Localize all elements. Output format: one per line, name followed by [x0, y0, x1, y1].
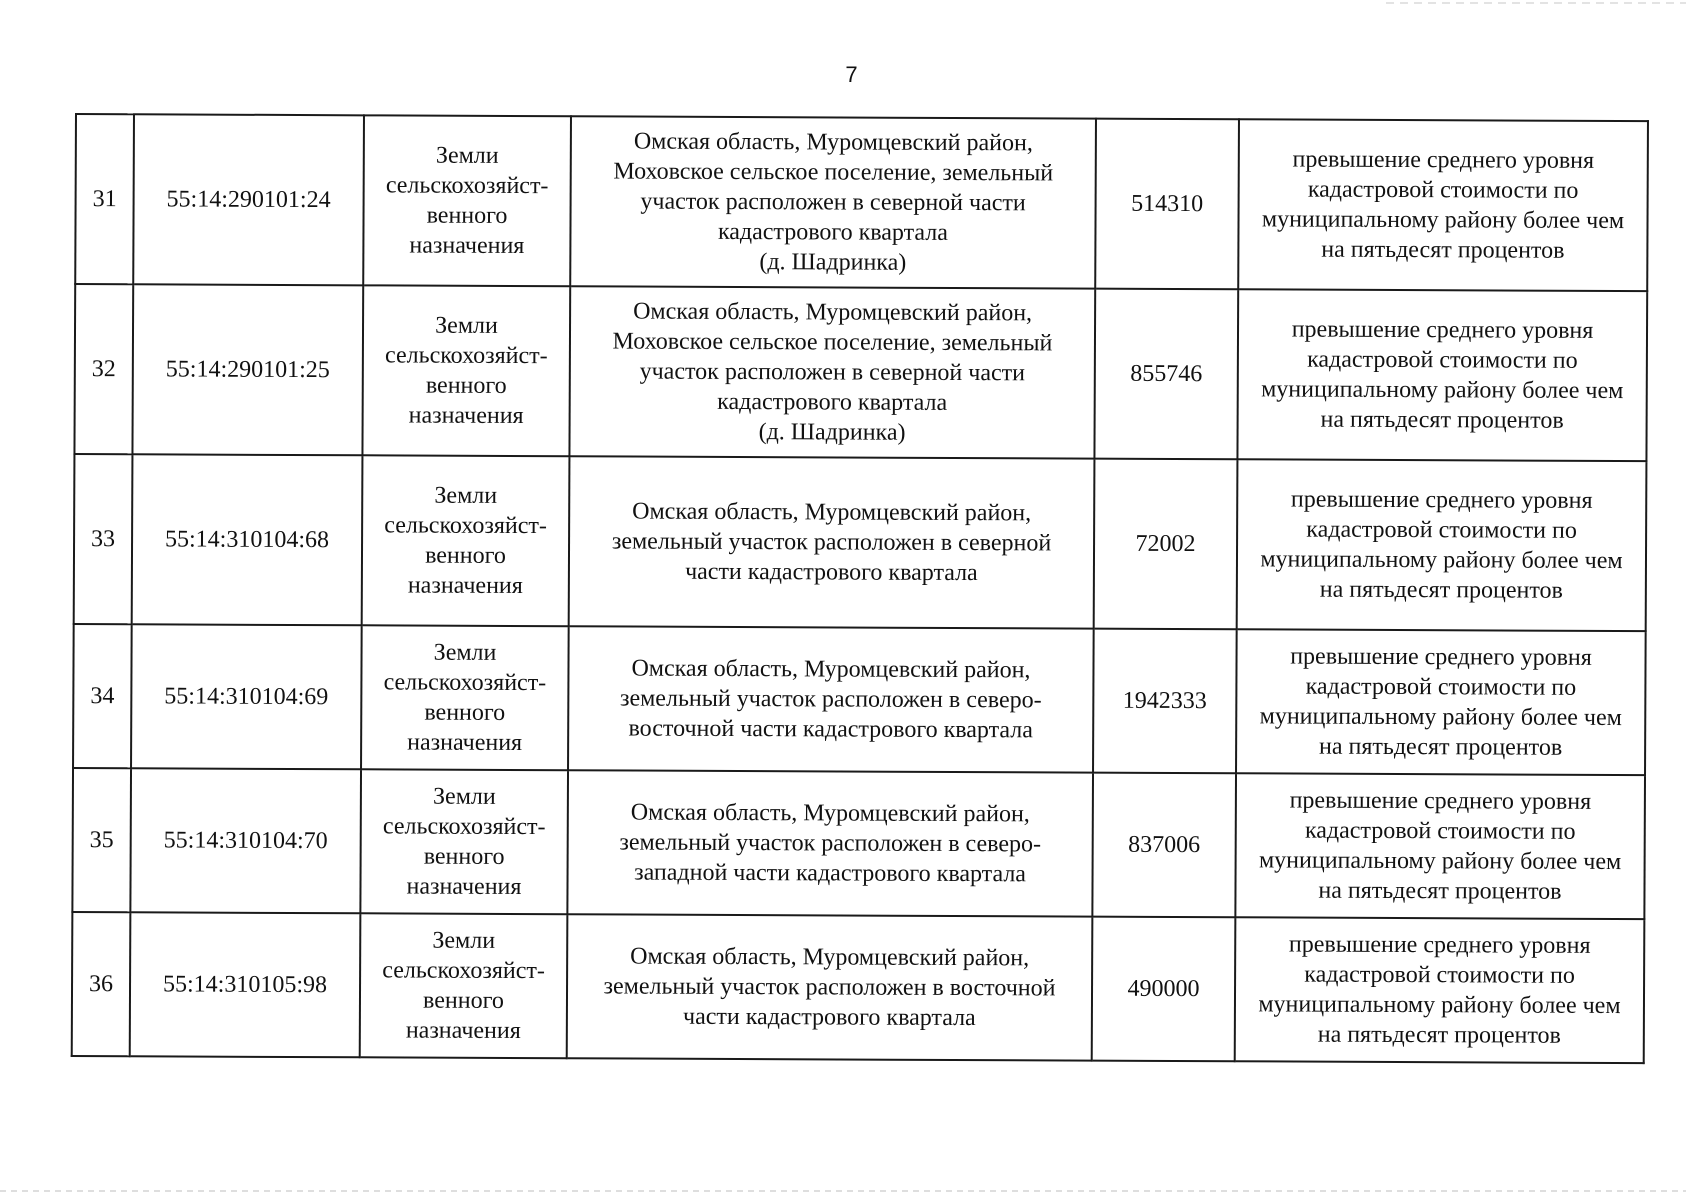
reason-cell-line: превышение среднего уровня [1288, 931, 1591, 959]
land-category-cell-line: сельскохозяйст- [384, 512, 547, 540]
reason-cell-line: муниципальному району более чем [1259, 703, 1622, 732]
address-cell [568, 626, 1094, 772]
land-category-cell-line: сельскохозяйст- [382, 813, 546, 841]
address-cell-line: земельный участок расположен в восточной [603, 973, 1056, 1002]
reason-cell [1237, 459, 1647, 631]
reason-cell-line: на пятьдесят процентов [1318, 877, 1562, 905]
table-row [73, 624, 1646, 775]
reason-cell-line: кадастровой стоимости по [1307, 176, 1579, 204]
row-number-cell: 33 [74, 454, 133, 624]
land-category-cell-line: сельскохозяйст- [385, 172, 549, 200]
land-category-cell-line: назначения [406, 873, 522, 901]
row-number-cell: 31 [75, 114, 134, 284]
address-cell-line: Омская область, Муромцевский район, [633, 128, 1033, 157]
row-number-cell: 35 [72, 768, 131, 912]
land-category-cell-line: Земли [435, 312, 498, 339]
cadastral-value-cell: 1942333 [1093, 629, 1237, 774]
address-cell-line: Омская область, Муромцевский район, [632, 498, 1032, 527]
row-number-cell: 32 [74, 284, 133, 454]
reason-cell-line: муниципальному району более чем [1261, 206, 1625, 235]
land-category-cell-line: венного [425, 372, 507, 399]
address-cell [569, 456, 1095, 628]
reason-cell [1235, 917, 1645, 1063]
row-number-cell: 34 [73, 624, 132, 768]
cadastral-value-cell: 514310 [1095, 119, 1239, 290]
address-cell-line: (д. Шадринка) [759, 249, 907, 276]
land-plots-table [71, 113, 1649, 1064]
land-category-cell-line: Земли [433, 639, 497, 666]
land-category-cell-line: назначения [405, 1017, 521, 1045]
land-category-cell-line: сельскохозяйст- [383, 669, 547, 697]
cadastral-number-cell: 55:14:310104:69 [131, 624, 362, 769]
land-category-cell-line: венного [425, 542, 506, 569]
land-category-cell-line: венного [426, 202, 508, 229]
address-cell-line: Омская область, Муромцевский район, [630, 799, 1030, 828]
address-cell-line: восточной части кадастрового квартала [628, 715, 1033, 744]
cadastral-number-cell: 55:14:310104:70 [130, 768, 361, 913]
reason-cell-line: кадастровой стоимости по [1304, 817, 1576, 845]
reason-cell-line: кадастровой стоимости по [1304, 961, 1575, 989]
cadastral-number-cell: 55:14:310105:98 [130, 912, 361, 1057]
reason-cell [1237, 289, 1647, 461]
land-category-cell [362, 455, 570, 626]
reason-cell-line: муниципальному району более чем [1258, 847, 1622, 876]
reason-cell-line: превышение среднего уровня [1290, 486, 1593, 514]
reason-cell-line: кадастровой стоимости по [1305, 673, 1577, 701]
land-category-cell-line: сельскохозяйст- [382, 957, 545, 985]
scan-edge-artifact [1386, 2, 1686, 4]
page-number: 7 [845, 62, 858, 87]
reason-cell-line: превышение среднего уровня [1290, 643, 1592, 671]
reason-cell-line: кадастровой стоимости по [1307, 346, 1578, 374]
cadastral-value-cell: 72002 [1094, 459, 1238, 630]
table-row [75, 114, 1648, 291]
address-cell-line: земельный участок расположен в северо- [619, 685, 1042, 714]
table-row [74, 284, 1647, 461]
reason-cell [1238, 119, 1648, 291]
land-category-cell [363, 115, 571, 286]
land-category-cell [360, 769, 568, 914]
table-body [72, 114, 1648, 1063]
land-category-cell-line: назначения [407, 572, 523, 600]
cadastral-number-cell: 55:14:290101:24 [133, 114, 364, 285]
address-cell-line: (д. Шадринка) [758, 419, 906, 446]
land-category-cell-line: венного [423, 987, 504, 1014]
land-category-cell-line: Земли [435, 142, 499, 169]
address-cell-line: Омская область, Муромцевский район, [631, 655, 1031, 684]
address-cell [567, 770, 1093, 916]
reason-cell [1236, 629, 1646, 775]
address-cell-line: участок расположен в северной части [640, 188, 1026, 217]
land-category-cell-line: сельскохозяйст- [385, 342, 548, 370]
land-category-cell [360, 913, 568, 1058]
address-cell-line: участок расположен в северной части [639, 358, 1026, 387]
address-cell-line: земельный участок расположен в северо- [619, 829, 1042, 858]
reason-cell [1235, 773, 1645, 919]
reason-cell-line: муниципальному району более чем [1258, 991, 1621, 1020]
cadastral-value-cell: 855746 [1094, 289, 1238, 460]
reason-cell-line: превышение среднего уровня [1292, 146, 1595, 174]
reason-cell-line: превышение среднего уровня [1291, 316, 1594, 344]
reason-cell-line: муниципальному району более чем [1260, 546, 1623, 575]
reason-cell-line: на пятьдесят процентов [1317, 1021, 1561, 1049]
address-cell-line: Омская область, Муромцевский район, [633, 298, 1033, 327]
land-category-cell-line: венного [424, 699, 506, 726]
address-cell [570, 116, 1096, 288]
cadastral-value-cell: 490000 [1092, 917, 1236, 1062]
scan-edge-artifact [0, 1190, 1686, 1192]
table-row [72, 768, 1645, 919]
reason-cell-line: кадастровой стоимости по [1306, 516, 1577, 544]
land-category-cell [361, 625, 569, 770]
land-category-cell-line: венного [423, 843, 505, 870]
address-cell-line: Омская область, Муромцевский район, [630, 943, 1030, 972]
address-cell [569, 286, 1095, 458]
land-category-cell-line: назначения [407, 729, 523, 757]
reason-cell-line: превышение среднего уровня [1289, 787, 1592, 815]
reason-cell-line: на пятьдесят процентов [1319, 576, 1563, 604]
table-row [72, 912, 1645, 1063]
address-cell-line: кадастрового квартала [717, 388, 948, 416]
address-cell-line: части кадастрового квартала [685, 558, 978, 587]
land-category-cell-line: Земли [432, 783, 496, 810]
land-category-cell [362, 285, 570, 456]
reason-cell-line: на пятьдесят процентов [1321, 236, 1565, 264]
land-category-cell-line: назначения [409, 232, 525, 260]
reason-cell-line: муниципальному району более чем [1261, 376, 1624, 405]
land-category-cell-line: назначения [408, 402, 524, 430]
row-number-cell: 36 [72, 912, 131, 1056]
reason-cell-line: на пятьдесят процентов [1319, 733, 1563, 761]
table-row [74, 454, 1647, 631]
address-cell-line: кадастрового квартала [717, 218, 948, 246]
address-cell-line: части кадастрового квартала [683, 1003, 976, 1032]
cadastral-value-cell: 837006 [1092, 773, 1236, 918]
land-category-cell-line: Земли [432, 927, 496, 954]
cadastral-number-cell: 55:14:310104:68 [132, 454, 363, 625]
address-cell-line: Моховское сельское поселение, земельный [613, 158, 1054, 187]
cadastral-number-cell: 55:14:290101:25 [132, 284, 363, 455]
address-cell-line: Моховское сельское поселение, земельный [612, 328, 1053, 357]
address-cell [567, 914, 1093, 1060]
address-cell-line: земельный участок расположен в северной [611, 528, 1052, 557]
land-category-cell-line: Земли [434, 482, 498, 509]
address-cell-line: западной части кадастрового квартала [634, 859, 1027, 888]
reason-cell-line: на пятьдесят процентов [1320, 406, 1564, 434]
